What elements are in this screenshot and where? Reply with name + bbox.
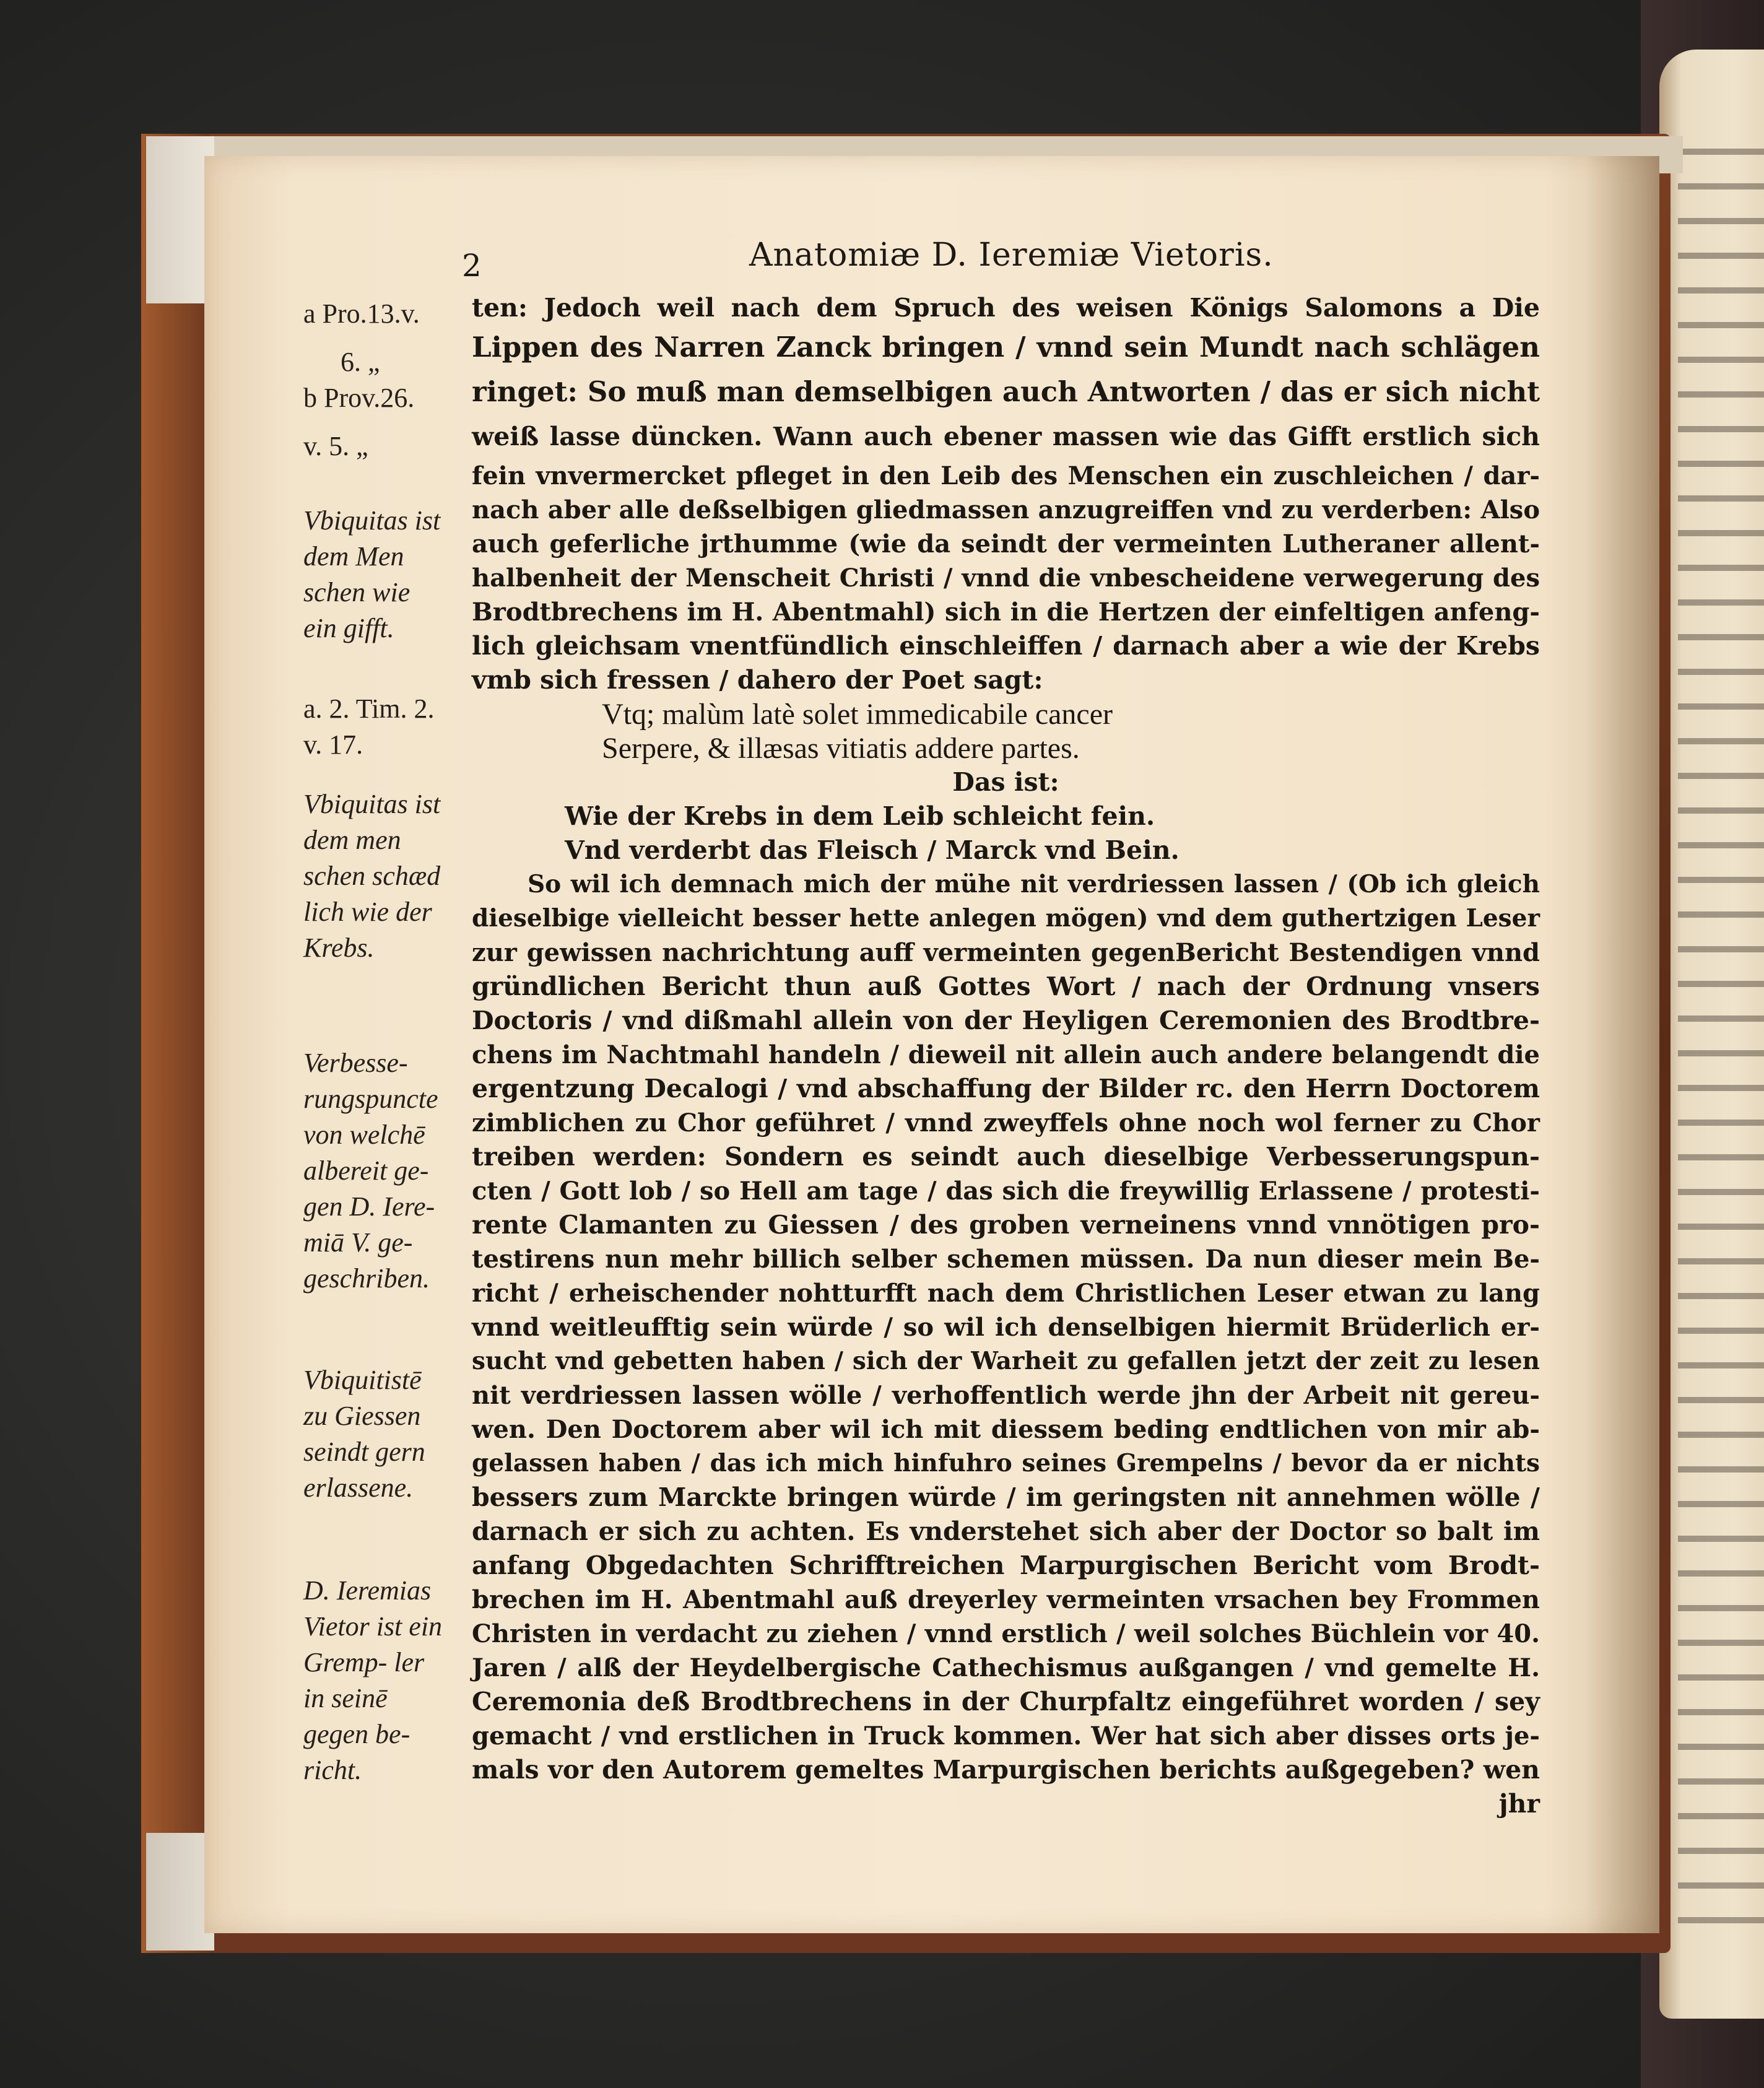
text-line: zimblichen zu Chor geführet / vnnd zweyffels ohne noch wol ferner zu Chor bbox=[472, 1108, 1540, 1138]
text-line: Jaren / alß der Heydelbergische Cathechismus außgangen / vnd gemelte H. bbox=[472, 1653, 1540, 1682]
text-line: richt / erheischender nohtturfft nach dem Christlichen Leser etwan zu lang bbox=[472, 1279, 1540, 1308]
text-line: testirens nun mehr billich selber schemen müssen. Da nun dieser mein Be- bbox=[472, 1245, 1540, 1274]
marginal-note: v. 5. „ bbox=[303, 431, 368, 461]
marginal-note: a Pro.13.v. bbox=[303, 298, 420, 329]
page-number: 2 bbox=[462, 248, 482, 284]
main-text bbox=[472, 291, 1540, 1821]
text-line: vmb sich fressen / dahero der Poet sagt: bbox=[472, 665, 1043, 695]
text-line: rente Clamanten zu Giessen / des groben verneinens vnnd vnnötigen pro- bbox=[472, 1210, 1540, 1240]
marginal-note: Vbiquitistē zu Giessen seindt gern erlassene. bbox=[303, 1365, 425, 1503]
text-line: Brodtbrechens im H. Abentmahl) sich in die Hertzen der einfeltigen anfeng- bbox=[472, 598, 1540, 627]
text-line: Ceremonia deß Brodtbrechens in der Churpfaltz eingeführet worden / sey bbox=[472, 1687, 1540, 1716]
catchword: jhr bbox=[1498, 1789, 1540, 1819]
marginal-note: Vbiquitas ist dem men schen schæd lich wie der Krebs. bbox=[303, 789, 441, 963]
text-line: ten: Jedoch weil nach dem Spruch des weisen Königs Salomons a Die bbox=[472, 293, 1540, 323]
text-line: So wil ich demnach mich der mühe nit verdriessen lassen / (Ob ich gleich bbox=[528, 870, 1540, 898]
text-line: mals vor den Autorem gemeltes Marpurgischen berichts außgegeben? wen bbox=[472, 1755, 1540, 1785]
text-line: gründlichen Bericht thun auß Gottes Wort / nach der Ordnung vnsers bbox=[472, 972, 1540, 1001]
text-line: gemacht / vnd erstlichen in Truck kommen. Wer hat sich aber disses orts je- bbox=[472, 1721, 1540, 1751]
text-line: ergentzung Decalogi / vnd abschaffung der Bilder rc. den Herrn Doctorem bbox=[472, 1074, 1540, 1103]
cover-edge bbox=[141, 134, 209, 1953]
text-line: bessers zum Marckte bringen würde / im geringsten nit annehmen wölle / bbox=[472, 1482, 1540, 1512]
marginal-note: a. 2. Tim. 2. v. 17. bbox=[303, 694, 435, 760]
text-line: Christen in verdacht zu ziehen / vnnd erstlich / weil solches Büchlein vor 40. bbox=[472, 1619, 1540, 1648]
text-line: gelassen haben / das ich mich hinfuhro seines Grempelns / bevor da er nichts bbox=[472, 1449, 1540, 1477]
text-line: vnnd weitleufftig sein würde / so wil ich denselbigen hiermit Brüderlich er- bbox=[472, 1313, 1540, 1342]
text-line: cten / Gott lob / so Hell am tage / das sich die freywillig Erlassene / protesti- bbox=[472, 1177, 1540, 1206]
text-line: darnach er sich zu achten. Es vnderstehet sich aber der Doctor so balt im bbox=[472, 1516, 1540, 1546]
latin-verse: Serpere, & illæsas vitiatis addere partes. bbox=[602, 732, 1080, 765]
text-line: dieselbige vielleicht besser hette anlegen mögen) vnd dem guthertzigen Leser bbox=[472, 904, 1540, 933]
text-line: treiben werden: Sondern es seindt auch dieselbige Verbesserungspun- bbox=[472, 1142, 1540, 1172]
text-line: auch geferliche jrthumme (wie da seindt der vermeinten Lutheraner allent- bbox=[472, 529, 1540, 559]
page-gutter-shadow bbox=[1585, 156, 1659, 1933]
text-line: anfang Obgedachten Schrifftreichen Marpurgischen Bericht vom Brodt- bbox=[472, 1551, 1540, 1580]
marginal-note: Vbiquitas ist dem Men schen wie ein gifft. bbox=[303, 505, 441, 643]
text-line: ringet: So muß man demselbigen auch Antworten / das er sich nicht bbox=[472, 375, 1540, 408]
text-line: wen. Den Doctorem aber wil ich mit diessem beding endtlichen von mir ab- bbox=[472, 1415, 1540, 1444]
text-line: nach aber alle deßselbigen gliedmassen anzugreiffen vnd zu verderben: Also bbox=[472, 495, 1540, 524]
german-verse: Vnd verderbt das Fleisch / Marck vnd Bein. bbox=[565, 835, 1180, 865]
text-line: halbenheit der Menscheit Christi / vnnd die vnbescheidene verwegerung des bbox=[472, 563, 1540, 593]
text-line: weiß lasse düncken. Wann auch ebener massen wie das Gifft erstlich sich bbox=[472, 422, 1540, 451]
marginal-note: 6. „ bbox=[341, 347, 380, 377]
text-line: Doctoris / vnd dißmahl allein von der Heyligen Ceremonien des Brodtbre- bbox=[472, 1006, 1540, 1035]
latin-verse: Vtq; malùm latè solet immedicabile cancer bbox=[602, 698, 1113, 731]
marginal-note: b Prov.26. bbox=[303, 383, 415, 413]
text-line: Lippen des Narren Zanck bringen / vnnd sein Mundt nach schlägen bbox=[472, 331, 1540, 363]
text-line: chens im Nachtmahl handeln / dieweil nit allein auch andere belangendt die bbox=[472, 1040, 1540, 1069]
text-line: fein vnvermercket pfleget in den Leib des Menschen ein zuschleichen / dar- bbox=[472, 461, 1540, 490]
das-ist-heading: Das ist: bbox=[952, 767, 1059, 797]
text-line: nit verdriessen lassen wölle / verhoffentlich werde jhn der Arbeit nit gereu- bbox=[472, 1381, 1540, 1410]
facing-page bbox=[1659, 50, 1764, 2019]
text-line: zur gewissen nachrichtung auff vermeinten gegenBericht Bestendigen vnnd bbox=[472, 938, 1540, 967]
marginal-note: Verbesse- rungspuncte von welchē albereit ge- gen D. Iere- miā V. ge- geschriben. bbox=[303, 1048, 438, 1294]
german-verse: Wie der Krebs in dem Leib schleicht fein. bbox=[565, 801, 1155, 831]
text-line: lich gleichsam vnentfündlich einschleiffen / darnach aber a wie der Krebs bbox=[472, 631, 1540, 661]
text-line: brechen im H. Abentmahl auß dreyerley vermeinten vrsachen bey Frommen bbox=[472, 1585, 1540, 1614]
running-head: Anatomiæ D. Ieremiæ Vietoris. bbox=[749, 237, 1274, 274]
marginal-note: D. Ieremias Vietor ist ein Gremp- ler in seinē gegen be- richt. bbox=[303, 1575, 443, 1785]
text-line: sucht vnd gebetten haben / sich der Warheit zu gefallen jetzt der zeit zu lesen bbox=[472, 1347, 1540, 1375]
